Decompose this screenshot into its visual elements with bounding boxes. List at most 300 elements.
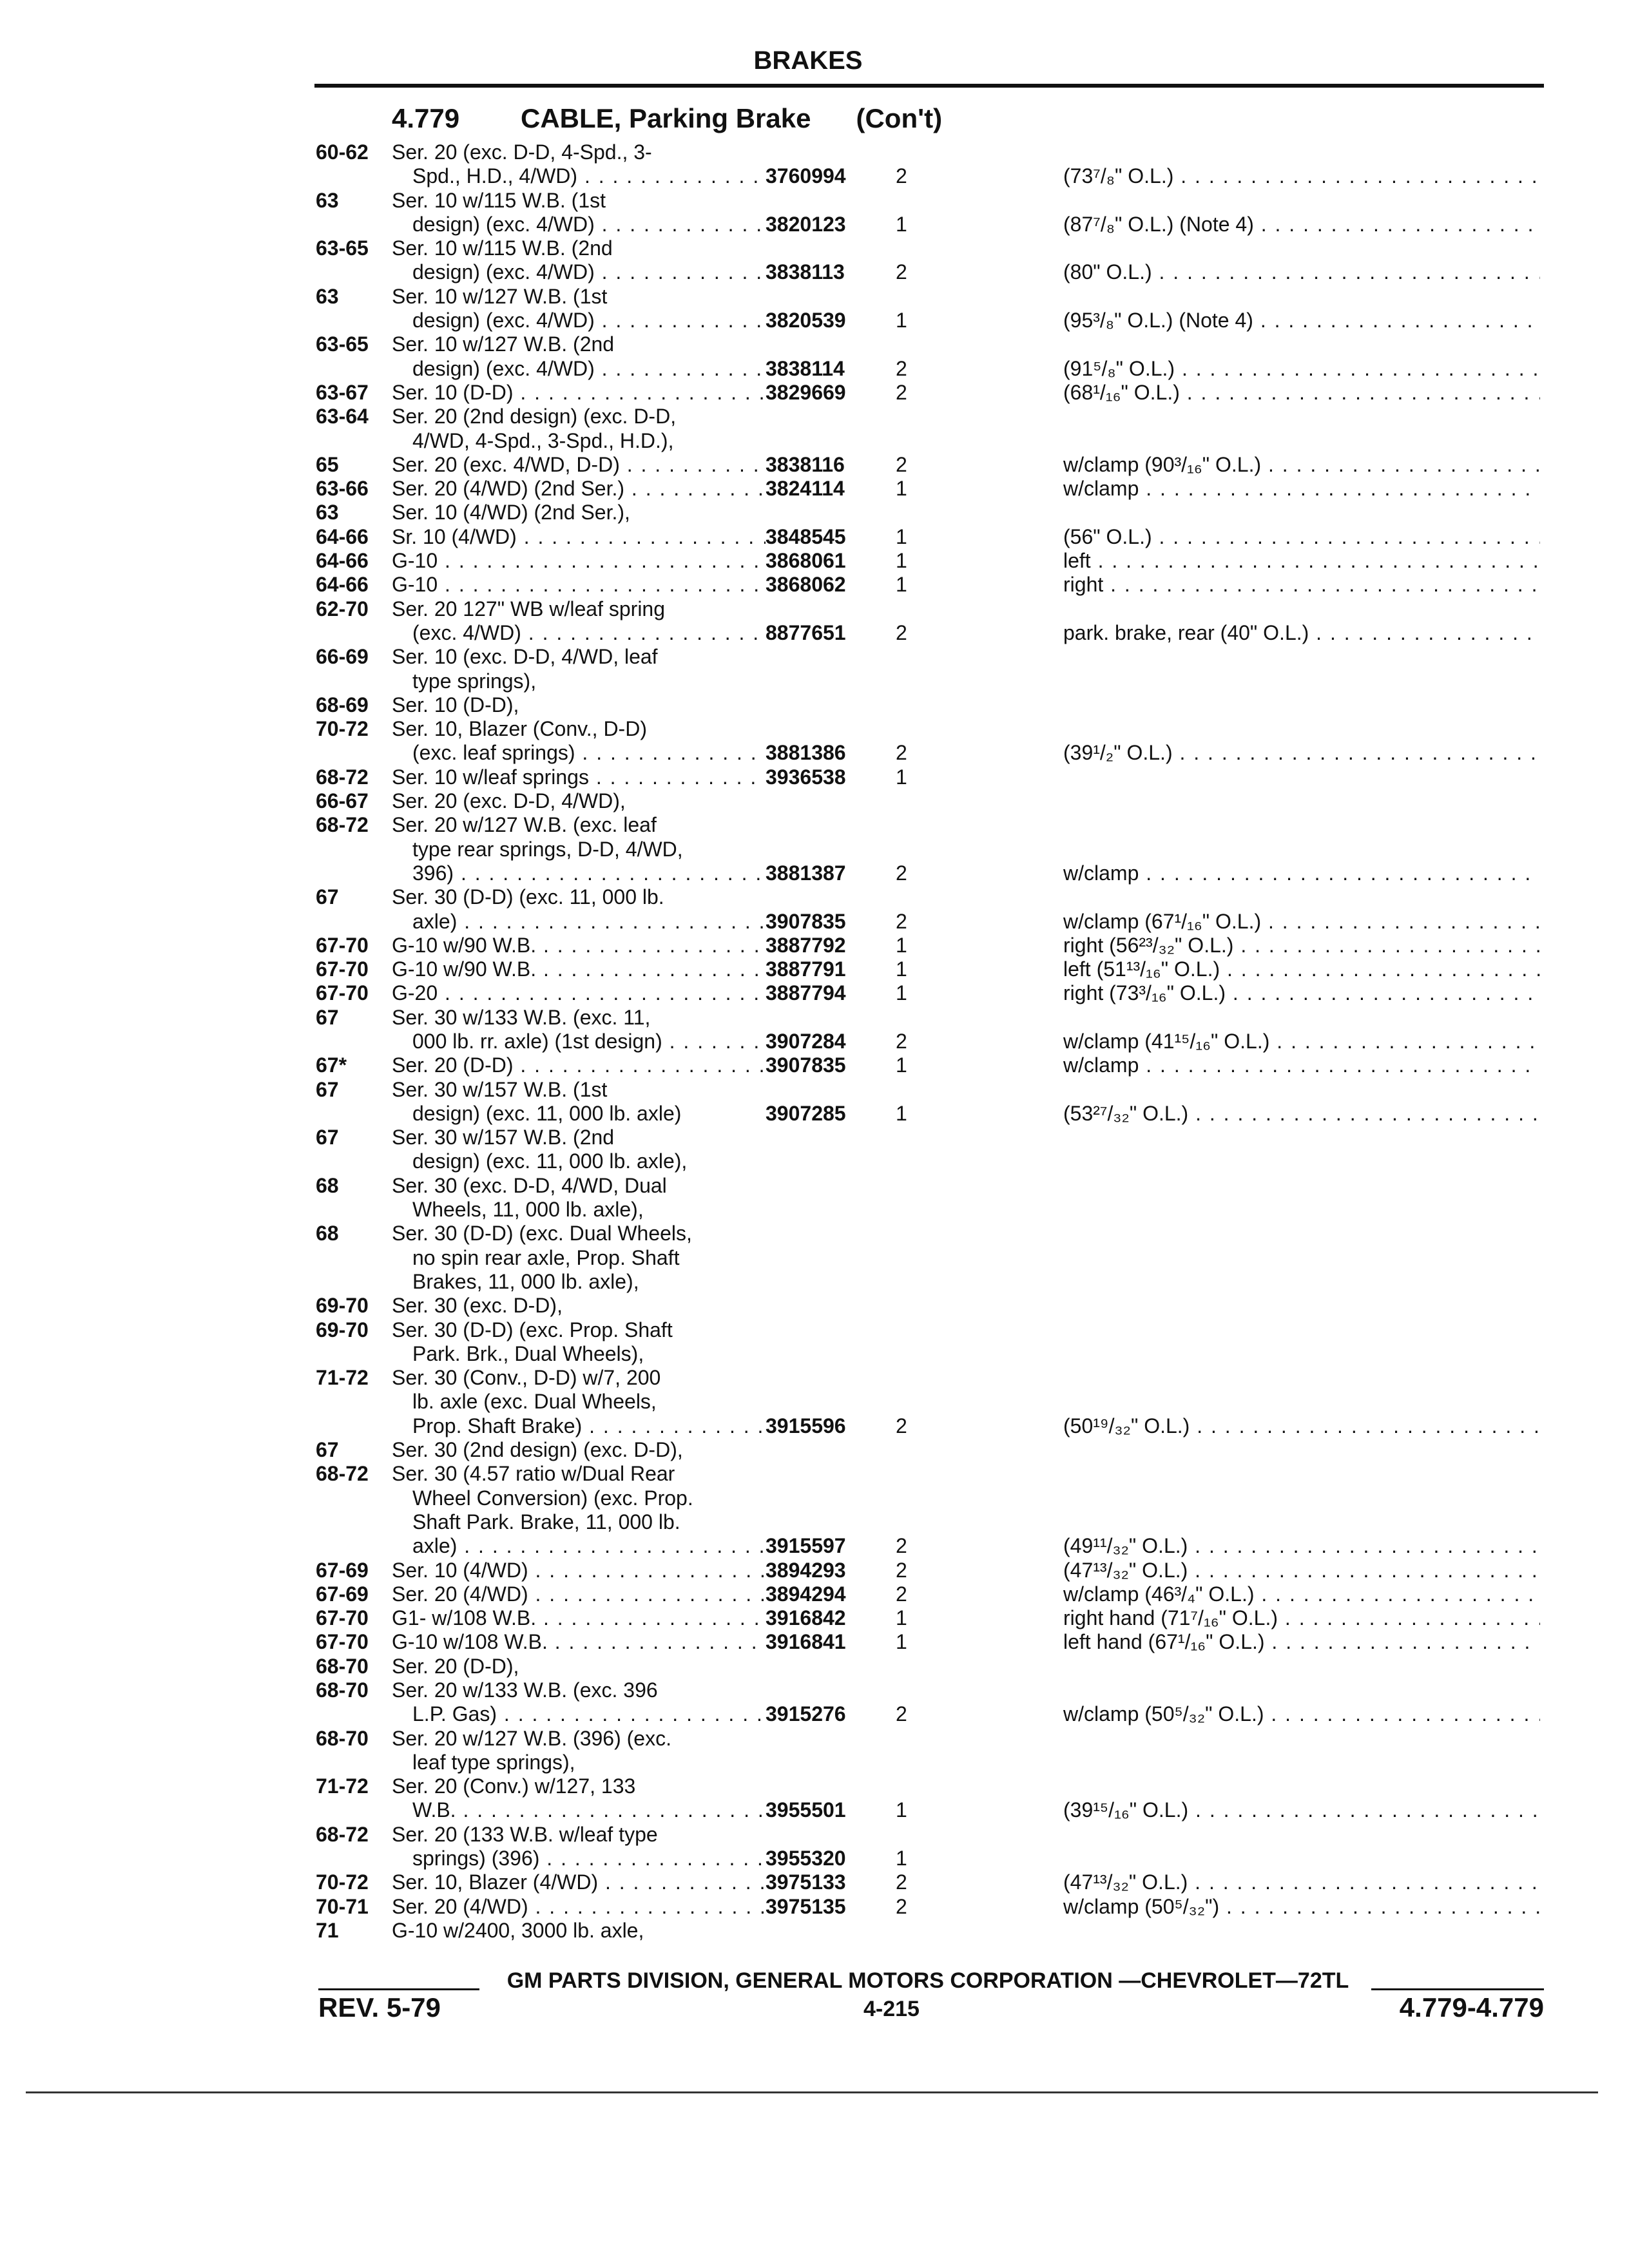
table-row (0, 309, 1629, 332)
year-cell: 68 (316, 1173, 339, 1197)
description-cell: Ser. 20 (4/WD) . . . (392, 1895, 766, 1919)
note-cell: right hand (71⁷/₁₆" O.L.) . . . (1063, 1606, 1540, 1630)
year-cell: 67-69 (316, 1582, 369, 1606)
table-row (0, 1582, 1629, 1606)
note-cell: (53²⁷/₃₂" O.L.) . . . (1063, 1102, 1540, 1126)
note-cell: left hand (67¹/₁₆" O.L.) . . . (1063, 1630, 1540, 1654)
part-number-cell: 3975133 (766, 1870, 846, 1894)
description-cell: Ser. 20 (exc. D-D, 4-Spd., 3- (392, 140, 652, 164)
description-cell: Sr. 10 (4/WD) . . . (392, 525, 766, 549)
quantity-cell: 1 (896, 1630, 907, 1654)
quantity-cell: 2 (896, 1582, 907, 1606)
table-row (0, 1486, 1629, 1510)
group-number: 4.779 (392, 103, 460, 133)
table-row (0, 1294, 1629, 1318)
description-cell: G-10 w/90 W.B. . . . (392, 934, 766, 957)
part-number-cell: 3894293 (766, 1558, 846, 1582)
description-cell: Ser. 20 127" WB w/leaf spring (392, 597, 666, 620)
description-cell: design) (exc. 4/WD) . . . (412, 213, 766, 236)
part-number-cell: 3760994 (766, 164, 846, 188)
quantity-cell: 2 (896, 1870, 907, 1894)
description-cell: G-10 . . . (392, 573, 766, 597)
note-cell: (39¹⁵/₁₆" O.L.) . . . (1063, 1798, 1540, 1822)
table-row (0, 453, 1629, 477)
year-cell: 70-71 (316, 1894, 369, 1918)
table-row (0, 1149, 1629, 1173)
table-row (0, 477, 1629, 501)
table-row (0, 1078, 1629, 1102)
description-cell: Ser. 20 (4/WD) . . . (392, 1582, 766, 1606)
description-cell: Ser. 30 (exc. D-D, 4/WD, Dual (392, 1173, 667, 1197)
table-row (0, 1414, 1629, 1438)
note-cell: w/clamp . . . (1063, 477, 1540, 501)
note-cell: (87⁷/₈" O.L.) (Note 4) . . . (1063, 213, 1540, 236)
note-cell: (80" O.L.) . . . (1063, 260, 1540, 284)
quantity-cell: 2 (896, 452, 907, 476)
year-cell: 69-70 (316, 1318, 369, 1341)
description-cell: Ser. 20 (4/WD) (2nd Ser.) . . . (392, 477, 766, 501)
year-cell: 64-66 (316, 573, 369, 597)
description-cell: springs) (396) . . . (412, 1847, 766, 1870)
table-row (0, 717, 1629, 741)
note-cell: (49¹¹/₃₂" O.L.) . . . (1063, 1534, 1540, 1558)
table-row (0, 693, 1629, 717)
part-number-cell: 3955501 (766, 1798, 846, 1822)
part-number-cell: 3907835 (766, 1053, 846, 1077)
part-number-cell: 3955320 (766, 1847, 846, 1870)
table-row (0, 1895, 1629, 1919)
footer-rule-right (1371, 1988, 1544, 1990)
note-cell: (50¹⁹/₃₂" O.L.) . . . (1063, 1414, 1540, 1438)
part-number-cell: 3829669 (766, 380, 846, 404)
table-row (0, 765, 1629, 789)
description-cell: axle) . . . (412, 1534, 766, 1558)
description-cell: design) (exc. 11, 000 lb. axle), (412, 1149, 688, 1173)
quantity-cell: 2 (896, 1702, 907, 1726)
table-row (0, 405, 1629, 428)
table-row (0, 429, 1629, 453)
description-cell: Wheels, 11, 000 lb. axle), (412, 1198, 644, 1222)
note-cell: w/clamp (67¹/₁₆" O.L.) . . . (1063, 910, 1540, 934)
quantity-cell: 1 (896, 549, 907, 573)
note-cell: w/clamp . . . (1063, 1053, 1540, 1077)
note-cell: right (73³/₁₆" O.L.) . . . (1063, 981, 1540, 1005)
note-cell: right (56²³/₃₂" O.L.) . . . (1063, 934, 1540, 957)
year-cell: 71-72 (316, 1366, 369, 1390)
table-row (0, 1678, 1629, 1702)
description-cell: Ser. 10 w/127 W.B. (1st (392, 284, 608, 308)
description-cell: lb. axle (exc. Dual Wheels, (412, 1390, 657, 1414)
year-cell: 63-65 (316, 332, 369, 356)
note-cell: (56" O.L.) . . . (1063, 525, 1540, 549)
part-number-cell: 3887792 (766, 933, 846, 957)
description-cell: type rear springs, D-D, 4/WD, (412, 837, 683, 861)
table-row (0, 597, 1629, 621)
table-row (0, 285, 1629, 309)
quantity-cell: 2 (896, 909, 907, 933)
header-rule (314, 84, 1544, 88)
year-cell: 62-70 (316, 597, 369, 620)
year-cell: 67-69 (316, 1558, 369, 1582)
table-row (0, 1798, 1629, 1822)
table-row (0, 332, 1629, 356)
description-cell: design) (exc. 4/WD) . . . (412, 260, 766, 284)
quantity-cell: 1 (896, 212, 907, 236)
table-row (0, 1870, 1629, 1894)
quantity-cell: 2 (896, 620, 907, 644)
quantity-cell: 2 (896, 260, 907, 284)
quantity-cell: 1 (896, 1798, 907, 1822)
year-cell: 67 (316, 1126, 339, 1149)
description-cell: Ser. 20 (exc. D-D, 4/WD), (392, 789, 626, 813)
part-number-cell: 3936538 (766, 765, 846, 789)
table-row (0, 934, 1629, 957)
year-cell: 68-72 (316, 1462, 369, 1486)
table-row (0, 573, 1629, 597)
description-cell: G-20 . . . (392, 981, 766, 1005)
table-row (0, 1559, 1629, 1582)
table-row (0, 669, 1629, 693)
table-row (0, 236, 1629, 260)
parts-list (0, 140, 1629, 1943)
description-cell: 000 lb. rr. axle) (1st design) . . . (412, 1030, 766, 1053)
year-cell: 67-70 (316, 1606, 369, 1630)
year-cell: 69-70 (316, 1294, 369, 1318)
note-cell: park. brake, rear (40" O.L.) . . . (1063, 621, 1540, 645)
part-number-cell: 3848545 (766, 524, 846, 548)
year-cell: 68-72 (316, 813, 369, 837)
year-cell: 68-72 (316, 1822, 369, 1846)
description-cell: (exc. leaf springs) . . . (412, 741, 766, 765)
table-row (0, 1606, 1629, 1630)
year-cell: 60-62 (316, 140, 369, 164)
description-cell: Ser. 10 (4/WD) . . . (392, 1559, 766, 1582)
table-row (0, 213, 1629, 236)
table-row (0, 981, 1629, 1005)
year-cell: 67 (316, 1077, 339, 1101)
description-cell: type springs), (412, 669, 537, 693)
description-cell: Ser. 20 w/127 W.B. (exc. leaf (392, 813, 657, 837)
table-row (0, 1246, 1629, 1270)
table-row (0, 1751, 1629, 1774)
year-cell: 67* (316, 1053, 347, 1077)
description-cell: Ser. 30 (exc. D-D), (392, 1294, 563, 1318)
description-cell: no spin rear axle, Prop. Shaft (412, 1245, 680, 1269)
table-row (0, 1174, 1629, 1198)
year-cell: 68-70 (316, 1678, 369, 1702)
quantity-cell: 1 (896, 981, 907, 1005)
description-cell: G-10 w/108 W.B. . . . (392, 1630, 766, 1654)
description-cell: Ser. 10 w/115 W.B. (1st (392, 188, 606, 212)
quantity-cell: 1 (896, 524, 907, 548)
part-number-cell: 3907285 (766, 1101, 846, 1125)
description-cell: 396) . . . (412, 861, 766, 885)
quantity-cell: 2 (896, 1894, 907, 1918)
table-row (0, 885, 1629, 909)
year-cell: 68-70 (316, 1654, 369, 1678)
description-cell: Ser. 20 (133 W.B. w/leaf type (392, 1822, 658, 1846)
description-cell: Park. Brk., Dual Wheels), (412, 1341, 644, 1365)
year-cell: 67-70 (316, 957, 369, 981)
part-number-cell: 3838113 (766, 260, 845, 284)
description-cell: G-10 w/2400, 3000 lb. axle, (392, 1918, 644, 1942)
note-cell: (39¹/₂" O.L.) . . . (1063, 741, 1540, 765)
table-row (0, 140, 1629, 164)
table-row (0, 910, 1629, 934)
part-number-cell: 3881387 (766, 861, 846, 885)
part-number-cell: 3907835 (766, 909, 846, 933)
table-row (0, 1366, 1629, 1390)
description-cell: Ser. 30 w/157 W.B. (1st (392, 1077, 608, 1101)
year-cell: 71 (316, 1918, 339, 1942)
year-cell: 64-66 (316, 524, 369, 548)
quantity-cell: 1 (896, 477, 907, 501)
year-cell: 68-70 (316, 1726, 369, 1750)
table-row (0, 381, 1629, 405)
description-cell: L.P. Gas) . . . (412, 1702, 766, 1726)
year-cell: 67 (316, 885, 339, 909)
group-title (392, 101, 942, 137)
part-number-cell: 3916842 (766, 1606, 846, 1630)
part-number-cell: 3824114 (766, 477, 845, 501)
quantity-cell: 1 (896, 1606, 907, 1630)
part-number-cell: 3838116 (766, 452, 845, 476)
year-cell: 67-70 (316, 981, 369, 1005)
part-number-cell: 3838114 (766, 356, 845, 380)
description-cell: Ser. 20 w/127 W.B. (396) (exc. (392, 1726, 671, 1750)
quantity-cell: 2 (896, 380, 907, 404)
table-row (0, 861, 1629, 885)
note-cell: (68¹/₁₆" O.L.) . . . (1063, 381, 1540, 405)
description-cell: Ser. 30 (D-D) (exc. Prop. Shaft (392, 1318, 673, 1341)
table-row (0, 813, 1629, 837)
table-row (0, 1438, 1629, 1462)
table-row (0, 1222, 1629, 1245)
note-cell: w/clamp (46³/₄" O.L.) . . . (1063, 1582, 1540, 1606)
table-row (0, 1390, 1629, 1414)
part-number-cell: 3975135 (766, 1894, 846, 1918)
year-cell: 66-67 (316, 789, 369, 813)
note-cell: (47¹³/₃₂" O.L.) . . . (1063, 1870, 1540, 1894)
page-number: 4-215 (863, 1997, 920, 2021)
year-cell: 71-72 (316, 1774, 369, 1798)
quantity-cell: 2 (896, 1534, 907, 1558)
note-cell: (73⁷/₈" O.L.) . . . (1063, 164, 1540, 188)
description-cell: Ser. 20 (2nd design) (exc. D-D, (392, 405, 677, 428)
part-number-cell: 3915276 (766, 1702, 846, 1726)
description-cell: (exc. 4/WD) . . . (412, 621, 766, 645)
year-cell: 63 (316, 188, 339, 212)
year-cell: 68-72 (316, 765, 369, 789)
description-cell: Ser. 20 w/133 W.B. (exc. 396 (392, 1678, 658, 1702)
quantity-cell: 2 (896, 356, 907, 380)
table-row (0, 1006, 1629, 1030)
description-cell: Prop. Shaft Brake) . . . (412, 1414, 766, 1438)
note-cell: left . . . (1063, 549, 1540, 573)
table-row (0, 621, 1629, 645)
year-cell: 68 (316, 1222, 339, 1245)
quantity-cell: 1 (896, 933, 907, 957)
year-cell: 70-72 (316, 717, 369, 741)
description-cell: Ser. 10, Blazer (4/WD) . . . (392, 1870, 766, 1894)
year-cell: 64-66 (316, 549, 369, 573)
note-cell: w/clamp (50⁵/₃₂" O.L.) . . . (1063, 1702, 1540, 1726)
table-row (0, 1534, 1629, 1558)
part-number-cell: 3915596 (766, 1414, 846, 1437)
note-cell: w/clamp (50⁵/₃₂") . . . (1063, 1895, 1540, 1919)
note-cell: (47¹³/₃₂" O.L.) . . . (1063, 1559, 1540, 1582)
table-row (0, 1630, 1629, 1654)
quantity-cell: 2 (896, 861, 907, 885)
description-cell: G1- w/108 W.B. . . . (392, 1606, 766, 1630)
part-number-cell: 8877651 (766, 620, 846, 644)
description-cell: Ser. 30 (D-D) (exc. Dual Wheels, (392, 1222, 692, 1245)
part-number-cell: 3916841 (766, 1630, 846, 1654)
description-cell: Ser. 30 w/133 W.B. (exc. 11, (392, 1005, 651, 1029)
year-cell: 63-64 (316, 405, 369, 428)
group-name: CABLE, Parking Brake (521, 103, 811, 133)
table-row (0, 1847, 1629, 1870)
quantity-cell: 2 (896, 1029, 907, 1053)
table-row (0, 957, 1629, 981)
description-cell: design) (exc. 4/WD) . . . (412, 357, 766, 381)
table-row (0, 1126, 1629, 1149)
description-cell: Spd., H.D., 4/WD) . . . (412, 164, 766, 188)
table-row (0, 549, 1629, 573)
table-row (0, 1702, 1629, 1726)
table-row (0, 838, 1629, 861)
year-cell: 67 (316, 1005, 339, 1029)
year-cell: 67-70 (316, 933, 369, 957)
footer-publisher: GM PARTS DIVISION, GENERAL MOTORS CORPORATION —CHEVROLET—72TL (506, 1968, 1349, 1993)
quantity-cell: 1 (896, 1847, 907, 1870)
year-cell: 63-67 (316, 380, 369, 404)
description-cell: Ser. 30 (D-D) (exc. 11, 000 lb. (392, 885, 664, 909)
description-cell: Ser. 10 w/leaf springs . . . (392, 765, 766, 789)
table-row (0, 1102, 1629, 1126)
table-row (0, 1318, 1629, 1342)
note-cell: w/clamp . . . (1063, 861, 1540, 885)
table-row (0, 1030, 1629, 1053)
part-number-cell: 3881386 (766, 741, 846, 765)
year-cell: 63 (316, 501, 339, 524)
table-row (0, 1727, 1629, 1751)
description-cell: Ser. 30 (Conv., D-D) w/7, 200 (392, 1366, 661, 1390)
quantity-cell: 1 (896, 765, 907, 789)
year-cell: 65 (316, 452, 339, 476)
note-cell: w/clamp (90³/₁₆" O.L.) . . . (1063, 453, 1540, 477)
description-cell: Ser. 10 w/127 W.B. (2nd (392, 332, 615, 356)
note-cell: (95³/₈" O.L.) (Note 4) . . . (1063, 309, 1540, 332)
part-number-cell: 3868061 (766, 549, 846, 573)
table-row (0, 501, 1629, 524)
table-row (0, 260, 1629, 284)
part-number-cell: 3868062 (766, 573, 846, 597)
part-number-cell: 3907284 (766, 1029, 846, 1053)
quantity-cell: 2 (896, 741, 907, 765)
table-row (0, 645, 1629, 669)
table-row (0, 1270, 1629, 1294)
description-cell: Ser. 20 (D-D) . . . (392, 1053, 766, 1077)
part-number-cell: 3887794 (766, 981, 846, 1005)
quantity-cell: 2 (896, 164, 907, 188)
description-cell: Ser. 10 (4/WD) (2nd Ser.), (392, 501, 630, 524)
table-row (0, 1774, 1629, 1798)
quantity-cell: 2 (896, 1414, 907, 1437)
note-cell: w/clamp (41¹⁵/₁₆" O.L.) . . . (1063, 1030, 1540, 1053)
page-bottom-line (26, 2091, 1598, 2093)
description-cell: Wheel Conversion) (exc. Prop. (412, 1486, 693, 1510)
part-number-cell: 3894294 (766, 1582, 846, 1606)
note-cell: (91⁵/₈" O.L.) . . . (1063, 357, 1540, 381)
table-row (0, 1655, 1629, 1678)
table-row (0, 1823, 1629, 1847)
quantity-cell: 2 (896, 1558, 907, 1582)
part-number-cell: 3915597 (766, 1534, 846, 1558)
description-cell: 4/WD, 4-Spd., 3-Spd., H.D.), (412, 428, 674, 452)
description-cell: Ser. 20 (D-D), (392, 1654, 519, 1678)
table-row (0, 1198, 1629, 1222)
quantity-cell: 1 (896, 309, 907, 332)
note-cell: right . . . (1063, 573, 1540, 597)
table-row (0, 741, 1629, 765)
year-cell: 63 (316, 284, 339, 308)
quantity-cell: 1 (896, 1053, 907, 1077)
table-row (0, 1510, 1629, 1534)
footer-rule-left (318, 1988, 479, 1990)
description-cell: Ser. 10 (D-D), (392, 693, 519, 716)
description-cell: G-10 . . . (392, 549, 766, 573)
description-cell: design) (exc. 11, 000 lb. axle) (412, 1101, 682, 1125)
table-row (0, 1053, 1629, 1077)
description-cell: Ser. 20 (exc. 4/WD, D-D) . . . (392, 453, 766, 477)
year-cell: 68-69 (316, 693, 369, 716)
description-cell: Ser. 10 (D-D) . . . (392, 381, 766, 405)
note-cell: left (51¹³/₁₆" O.L.) . . . (1063, 957, 1540, 981)
table-row (0, 1342, 1629, 1366)
revision-label: REV. 5-79 (318, 1992, 441, 2023)
description-cell: Brakes, 11, 000 lb. axle), (412, 1269, 639, 1293)
part-number-cell: 3820539 (766, 309, 846, 332)
quantity-cell: 1 (896, 957, 907, 981)
quantity-cell: 1 (896, 573, 907, 597)
description-cell: W.B. . . . (412, 1798, 766, 1822)
table-row (0, 789, 1629, 813)
quantity-cell: 1 (896, 1101, 907, 1125)
description-cell: Ser. 30 (4.57 ratio w/Dual Rear (392, 1462, 675, 1486)
table-row (0, 164, 1629, 188)
table-row (0, 525, 1629, 549)
year-cell: 70-72 (316, 1870, 369, 1894)
description-cell: Ser. 20 (Conv.) w/127, 133 (392, 1774, 636, 1798)
description-cell: Ser. 10 w/115 W.B. (2nd (392, 236, 613, 260)
year-cell: 67 (316, 1438, 339, 1462)
table-row (0, 1919, 1629, 1943)
table-row (0, 189, 1629, 213)
group-range: 4.779-4.779 (1399, 1992, 1544, 2023)
description-cell: Shaft Park. Brake, 11, 000 lb. (412, 1510, 680, 1533)
description-cell: Ser. 10, Blazer (Conv., D-D) (392, 717, 647, 741)
description-cell: design) (exc. 4/WD) . . . (412, 309, 766, 332)
year-cell: 66-69 (316, 645, 369, 669)
year-cell: 63-65 (316, 236, 369, 260)
section-heading: BRAKES (753, 46, 863, 75)
table-row (0, 1462, 1629, 1486)
description-cell: leaf type springs), (412, 1750, 575, 1774)
year-cell: 63-66 (316, 477, 369, 501)
description-cell: Ser. 30 (2nd design) (exc. D-D), (392, 1438, 683, 1462)
description-cell: Ser. 10 (exc. D-D, 4/WD, leaf (392, 645, 658, 669)
